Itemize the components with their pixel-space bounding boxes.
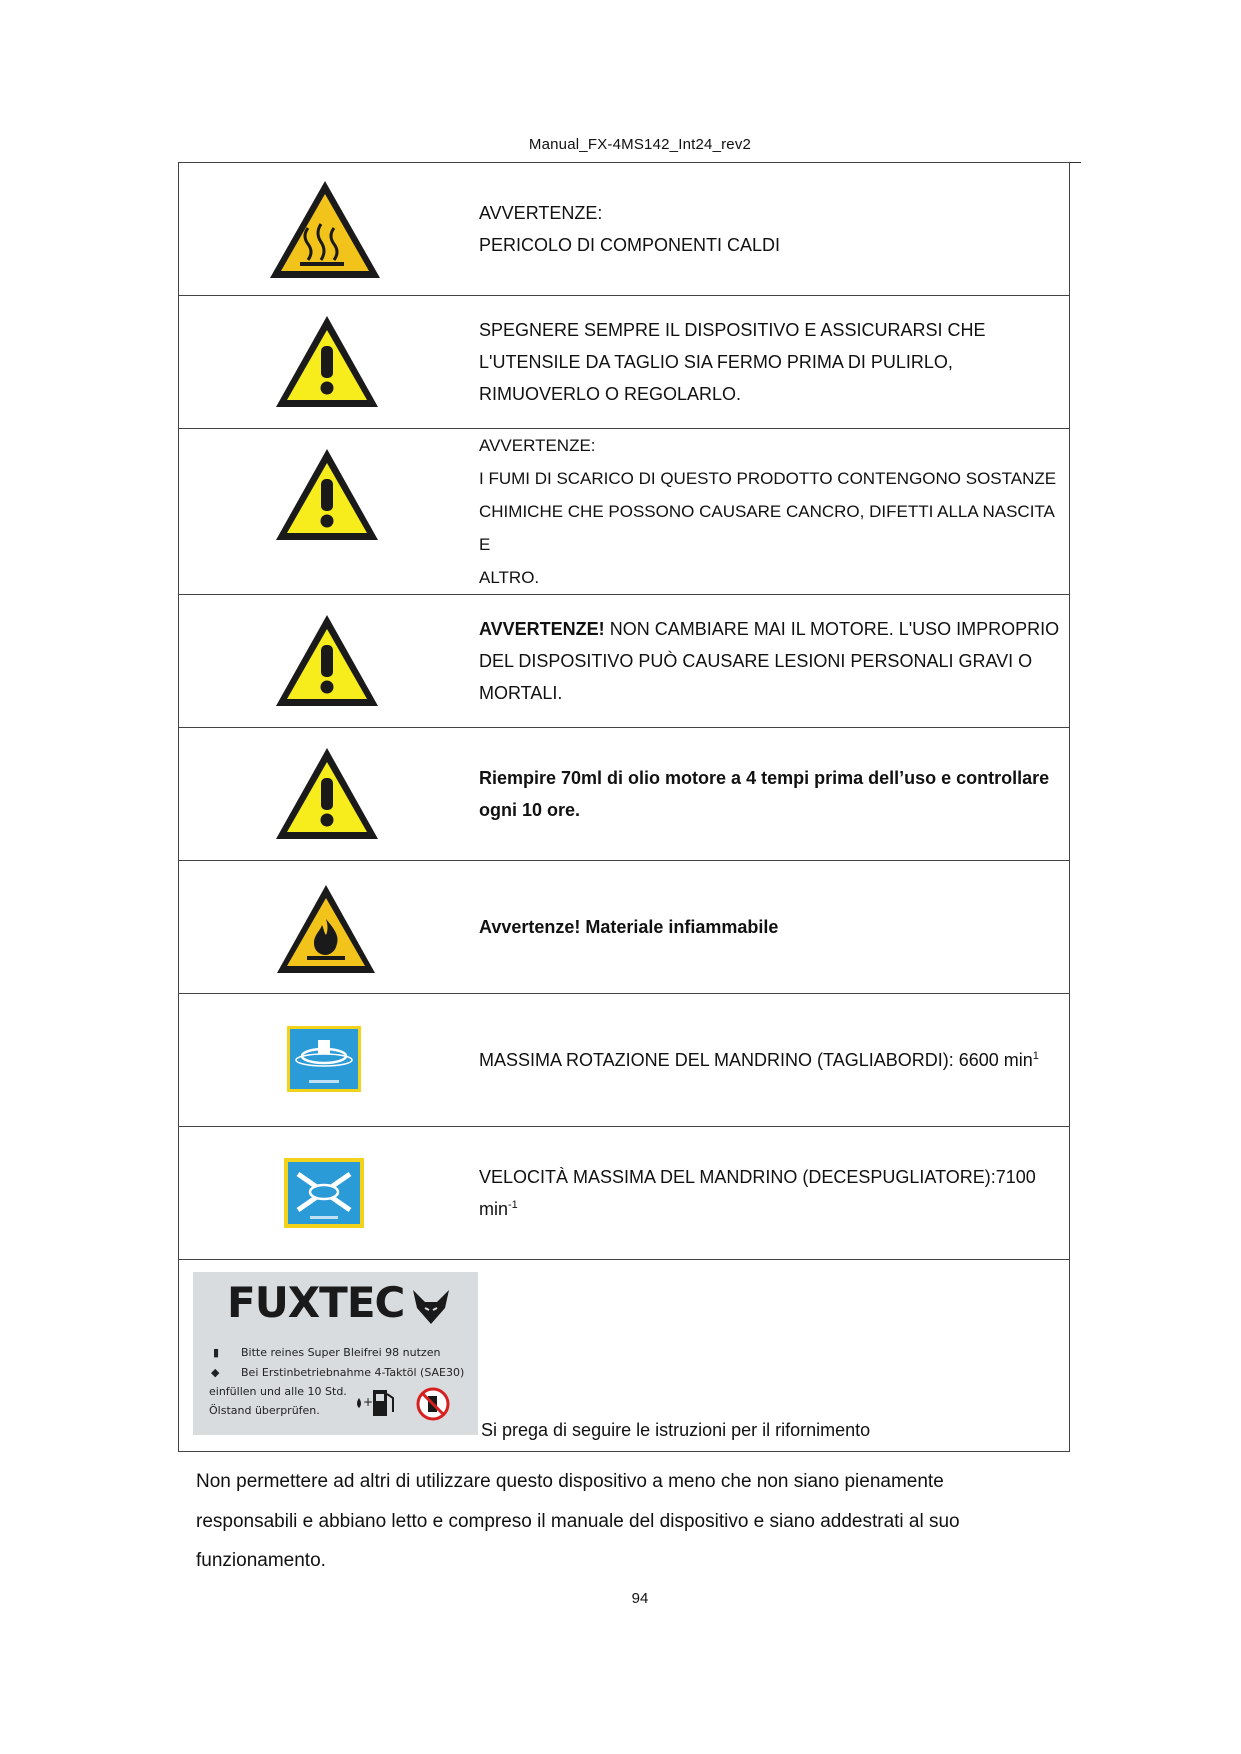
oil-can-icon: ◆: [211, 1366, 220, 1379]
row-text-line: [479, 613, 1063, 645]
exclamation-warning-icon: [274, 314, 380, 415]
bold-lead: AVVERTENZE!: [479, 619, 605, 639]
table-cell: [179, 429, 1070, 595]
table-cell: [179, 861, 1070, 994]
table-row: [179, 1260, 1070, 1452]
label-text-line: Bei Erstinbetriebnahme 4-Taktöl (SAE30): [241, 1366, 465, 1379]
table-cell: [179, 994, 1070, 1127]
superscript: -1: [508, 1199, 518, 1211]
table-cell: [179, 163, 1070, 296]
table-cell: [179, 1127, 1070, 1260]
label-text-line: einfüllen und alle 10 Std.: [209, 1385, 347, 1398]
row-text-line: VELOCITÀ MASSIMA DEL MANDRINO (DECESPUGLIATORE):7100: [479, 1167, 1036, 1187]
page-number: 94: [631, 1590, 649, 1607]
table-row: [179, 994, 1070, 1127]
brushcutter-blade-speed-icon: [284, 1158, 364, 1233]
row-text-span: NON CAMBIARE MAI IL MOTORE. L'USO IMPROPRIO: [604, 619, 1060, 639]
exclamation-warning-icon: [274, 746, 380, 847]
no-pure-fuel-icon: [415, 1386, 451, 1422]
row-text-line: ogni 10 ore.: [479, 800, 581, 820]
row-text-line: MORTALI.: [479, 683, 563, 703]
trimmer-head-speed-icon: [287, 1026, 361, 1097]
table-cell: [179, 1260, 1070, 1452]
paragraph-line: responsabili e abbiano letto e compreso il manuale del dispositivo e siano addestrati al suo: [196, 1510, 960, 1532]
fuel-oil-mix-icon: [353, 1384, 399, 1420]
table-row: [179, 429, 1070, 595]
row-text-line: AVVERTENZE:: [479, 436, 596, 455]
hot-surface-warning-icon: [266, 178, 384, 287]
row-text-line: [479, 1193, 1063, 1225]
table-row: [179, 163, 1070, 296]
row-text-line: Riempire 70ml di olio motore a 4 tempi prima dell’uso e controllare: [479, 768, 1050, 788]
row-text-line: I FUMI DI SCARICO DI QUESTO PRODOTTO CONTENGONO SOSTANZE: [479, 469, 1057, 488]
row-text-line: DEL DISPOSITIVO PUÒ CAUSARE LESIONI PERSONALI GRAVI O: [479, 651, 1033, 671]
row-text-line: CHIMICHE CHE POSSONO CAUSARE CANCRO, DIFETTI ALLA NASCITA E: [479, 502, 1054, 554]
row-text-span: min: [479, 1199, 509, 1219]
fuel-label-image: [193, 1272, 478, 1435]
row-text-line: RIMUOVERLO O REGOLARLO.: [479, 384, 742, 404]
row-text-line: ALTRO.: [479, 568, 540, 587]
table-row: [179, 595, 1070, 728]
svg-text:+: +: [363, 1395, 374, 1409]
label-text-line: Ölstand überprüfen.: [209, 1404, 320, 1417]
table-cell: [179, 296, 1070, 429]
row-text-line: PERICOLO DI COMPONENTI CALDI: [479, 235, 781, 255]
body-paragraph: [196, 1462, 1056, 1581]
table-row: [179, 728, 1070, 861]
row-text-line: AVVERTENZE:: [479, 203, 603, 223]
row-text-line: Si prega di seguire le istruzioni per il rifornimento: [481, 1420, 871, 1440]
row-text-line: L'UTENSILE DA TAGLIO SIA FERMO PRIMA DI PULIRLO,: [479, 352, 953, 372]
paragraph-line: funzionamento.: [196, 1550, 326, 1571]
table-cell: [179, 595, 1070, 728]
table-row: [179, 861, 1070, 994]
brand-logo-text: FUXTEC: [227, 1278, 405, 1327]
table-row: [179, 1127, 1070, 1260]
row-text-line: [479, 1044, 1063, 1076]
row-text-line: Avvertenze! Materiale infiammabile: [479, 917, 779, 937]
safety-symbols-table: [178, 162, 1070, 1452]
document-header-title: Manual_FX-4MS142_Int24_rev2: [528, 136, 752, 153]
label-text-line: Bitte reines Super Bleifrei 98 nutzen: [241, 1346, 441, 1359]
superscript: 1: [1032, 1050, 1039, 1062]
fuel-pump-small-icon: ▮: [213, 1346, 220, 1359]
paragraph-line: Non permettere ad altri di utilizzare questo dispositivo a meno che non siano pienamente: [196, 1471, 944, 1492]
row-text-line: SPEGNERE SEMPRE IL DISPOSITIVO E ASSICURARSI CHE: [479, 320, 986, 340]
table-row: [179, 296, 1070, 429]
fox-logo-icon: [411, 1286, 451, 1326]
flammable-warning-icon: [275, 883, 377, 980]
exclamation-warning-icon: [274, 447, 380, 548]
exclamation-warning-icon: [274, 613, 380, 714]
row-text-span: MASSIMA ROTAZIONE DEL MANDRINO (TAGLIABORDI): 6600 min: [479, 1050, 1033, 1070]
table-cell: [179, 728, 1070, 861]
